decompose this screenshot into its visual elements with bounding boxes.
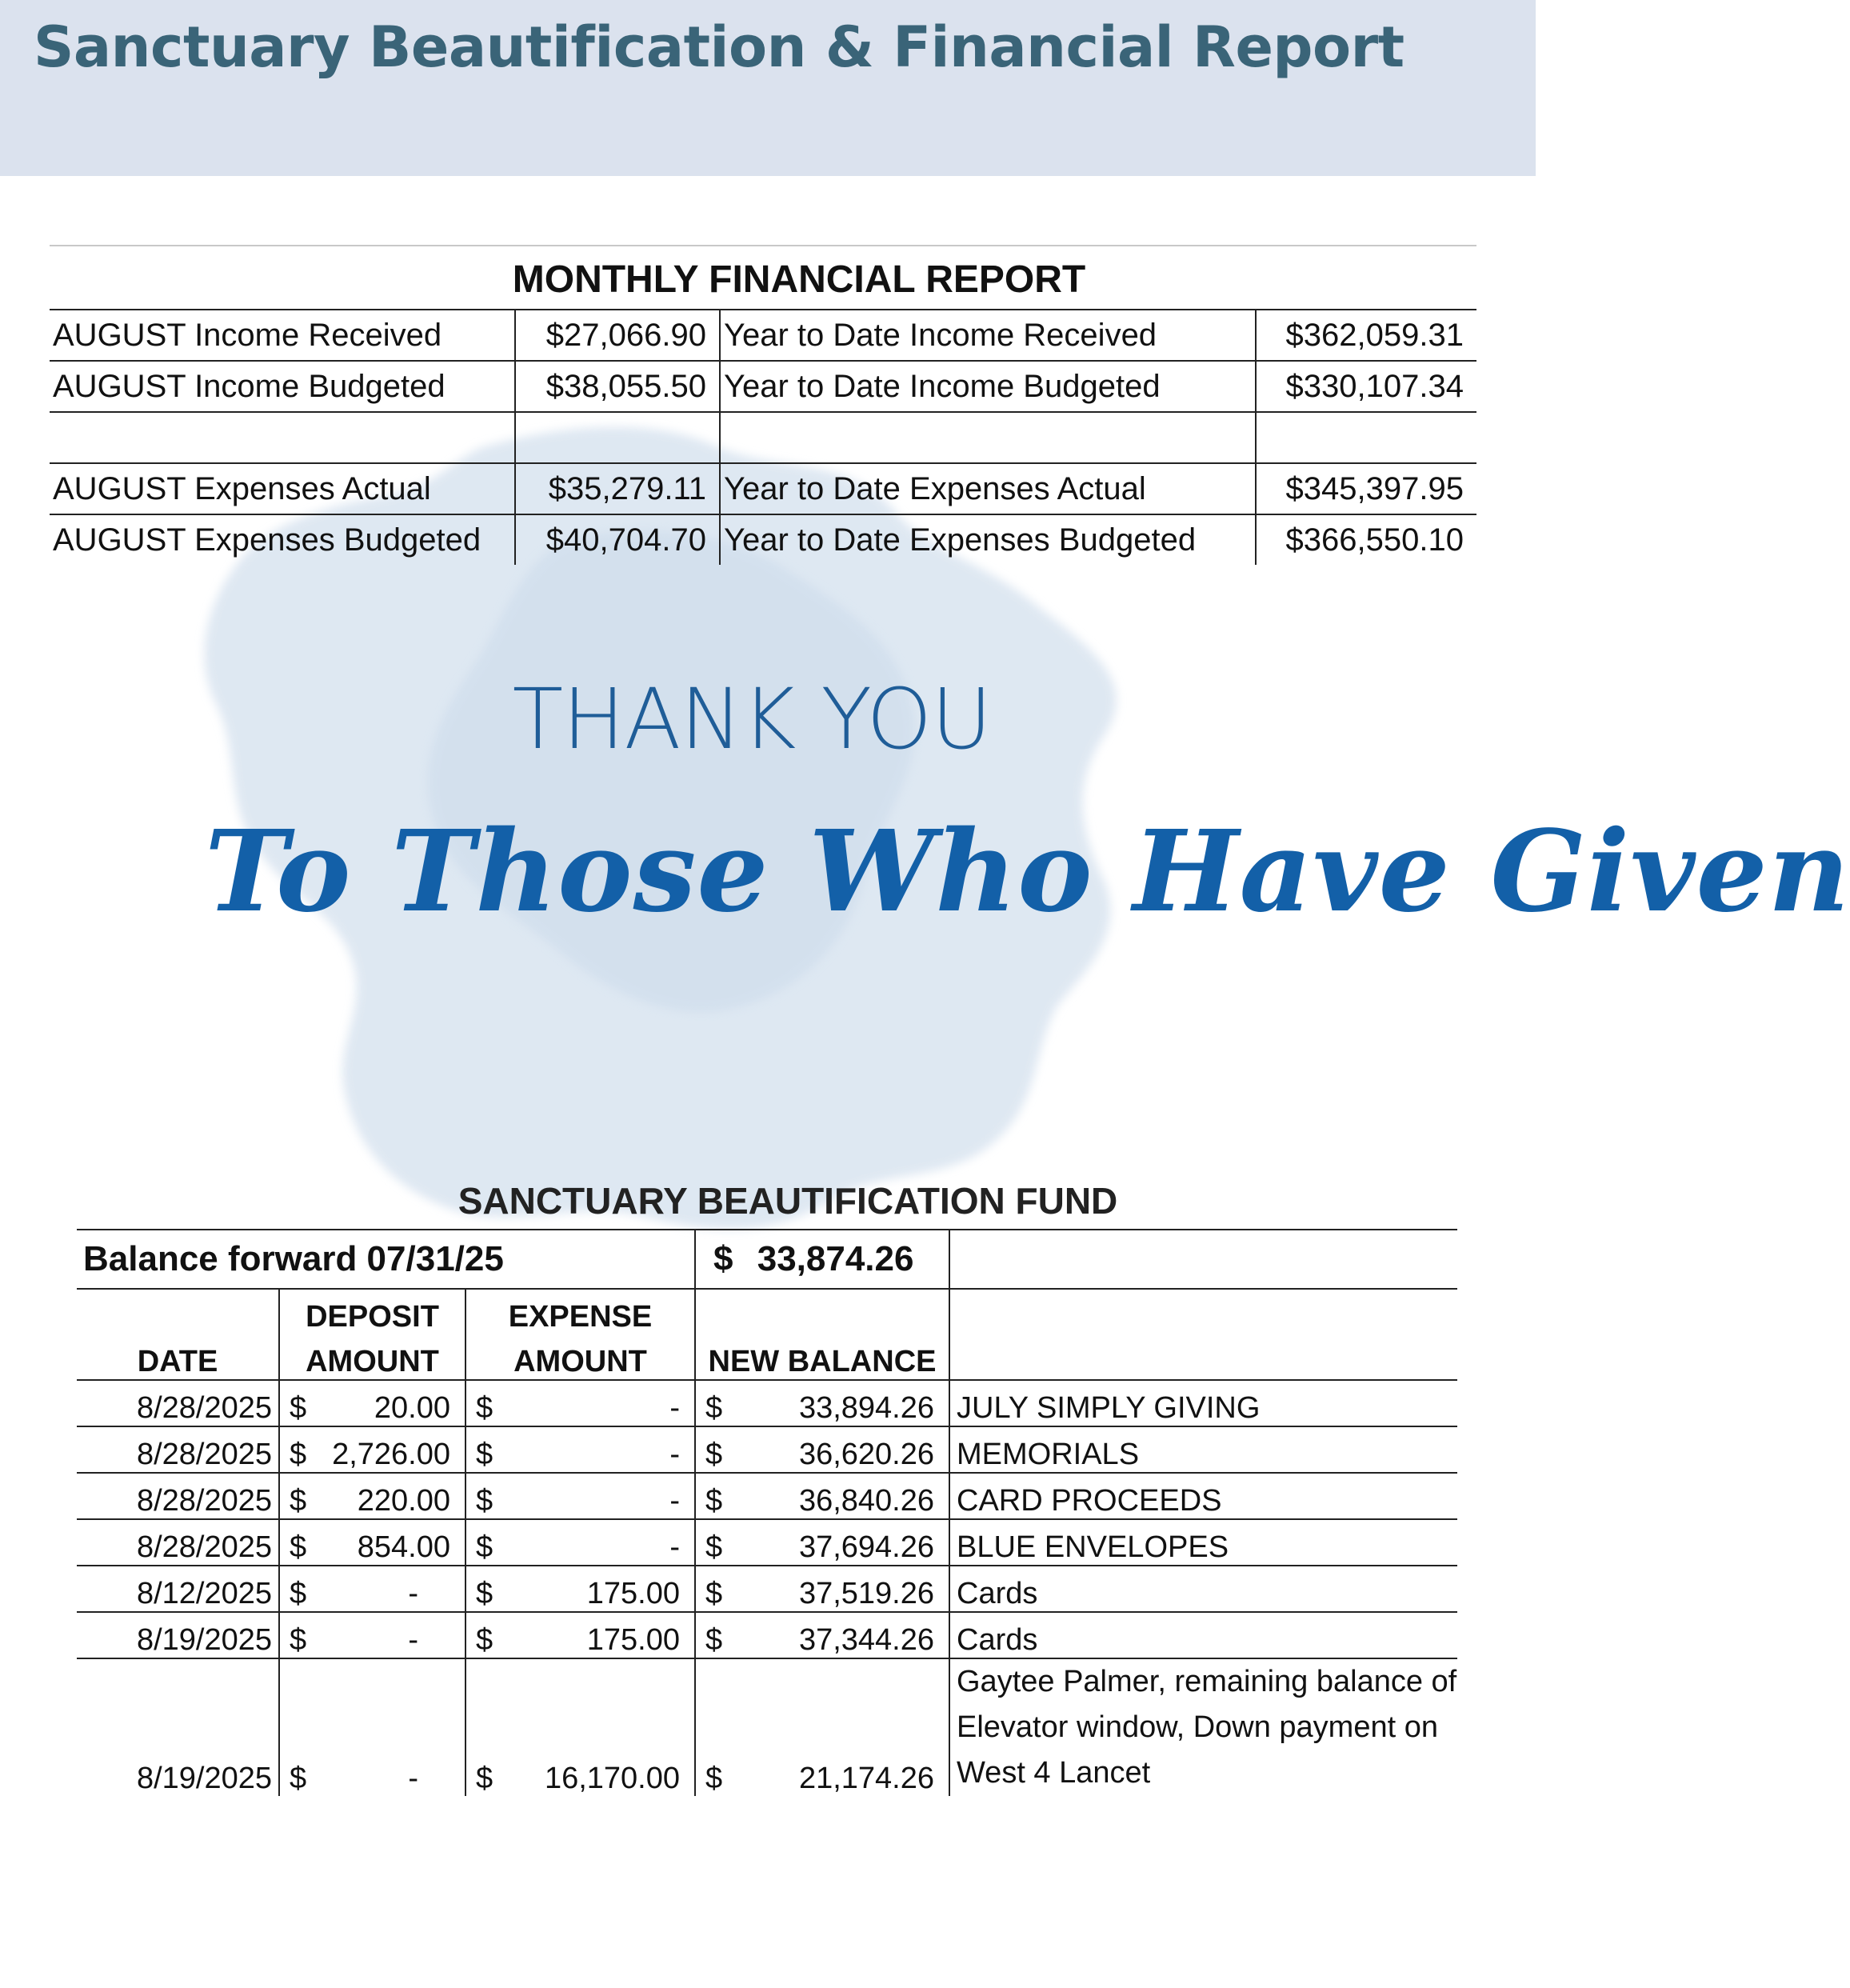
row-label: AUGUST Income Budgeted: [50, 361, 515, 412]
row-label: AUGUST Expenses Budgeted: [50, 514, 515, 565]
beautification-fund-table: [77, 1229, 1457, 1796]
header-row-1: [77, 1289, 1457, 1334]
empty-cell: [77, 1289, 279, 1334]
row-date: 8/19/2025: [77, 1612, 279, 1658]
deposit-amount: 20.00: [374, 1391, 450, 1425]
table-row-empty: [50, 412, 1476, 463]
currency-symbol: $: [705, 1623, 723, 1657]
header-row-2: [77, 1334, 1457, 1380]
row-date: 8/28/2025: [77, 1519, 279, 1566]
row-ytd-value: [1256, 412, 1476, 463]
balance-forward-row: [77, 1230, 1457, 1289]
deposit-amount: -: [408, 1577, 418, 1610]
monthly-report-table: [50, 309, 1476, 565]
currency-symbol: $: [290, 1530, 307, 1564]
currency-symbol: $: [290, 1438, 307, 1471]
currency-symbol: $: [290, 1577, 307, 1610]
deposit-amount: 220.00: [357, 1484, 450, 1518]
page-title: Sanctuary Beautification & Financial Report: [34, 14, 1404, 80]
row-ytd-label: Year to Date Income Budgeted: [720, 361, 1256, 412]
row-description: MEMORIALS: [949, 1426, 1457, 1473]
row-ytd-label: Year to Date Income Received: [720, 310, 1256, 361]
deposit-amount: 2,726.00: [332, 1438, 450, 1471]
currency-symbol: $: [705, 1438, 723, 1471]
currency-symbol: $: [290, 1762, 307, 1795]
thank-you-heading: THANK YOU: [512, 670, 992, 768]
deposit-amount: 854.00: [357, 1530, 450, 1564]
deposit-amount-header: AMOUNT: [279, 1334, 465, 1380]
new-balance: 37,694.26: [798, 1530, 934, 1564]
balance-forward-value: 33,874.26: [757, 1239, 914, 1278]
row-value: $35,279.11: [515, 463, 720, 514]
currency-symbol: $: [713, 1239, 733, 1278]
row-ytd-label: [720, 412, 1256, 463]
currency-symbol: $: [705, 1530, 723, 1564]
row-description: CARD PROCEEDS: [949, 1473, 1457, 1519]
row-description: Cards: [949, 1612, 1457, 1658]
row-value: $38,055.50: [515, 361, 720, 412]
table-row: [50, 514, 1476, 565]
table-row: [50, 361, 1476, 412]
row-ytd-value: $366,550.10: [1256, 514, 1476, 565]
deposit-amount: -: [408, 1623, 418, 1657]
monthly-financial-report: [50, 245, 1476, 565]
row-date: 8/28/2025: [77, 1380, 279, 1426]
row-description: JULY SIMPLY GIVING: [949, 1380, 1457, 1426]
expense-amount: -: [669, 1438, 680, 1471]
date-header: DATE: [137, 1345, 218, 1378]
row-label: AUGUST Income Received: [50, 310, 515, 361]
row-description: Cards: [949, 1566, 1457, 1612]
row-date: 8/19/2025: [77, 1658, 279, 1796]
new-balance: 36,840.26: [798, 1484, 934, 1518]
expense-amount: 175.00: [586, 1623, 680, 1657]
row-date: 8/12/2025: [77, 1566, 279, 1612]
row-ytd-value: $345,397.95: [1256, 463, 1476, 514]
expense-amount: -: [669, 1391, 680, 1425]
table-row: [77, 1566, 1457, 1612]
table-row: [50, 310, 1476, 361]
expense-amount-header: AMOUNT: [465, 1334, 695, 1380]
new-balance: 37,344.26: [798, 1623, 934, 1657]
row-value: $27,066.90: [515, 310, 720, 361]
row-value: [515, 412, 720, 463]
thank-you-script-line: To Those Who Have Given: [205, 806, 1850, 938]
new-balance: 33,894.26: [798, 1391, 934, 1425]
currency-symbol: $: [705, 1484, 723, 1518]
new-balance: 37,519.26: [798, 1577, 934, 1610]
expense-amount: 16,170.00: [544, 1762, 680, 1795]
empty-cell: [695, 1289, 949, 1334]
currency-symbol: $: [705, 1762, 723, 1795]
fund-title: SANCTUARY BEAUTIFICATION FUND: [458, 1180, 1118, 1222]
table-row: [50, 463, 1476, 514]
table-row: [77, 1426, 1457, 1473]
row-ytd-value: $362,059.31: [1256, 310, 1476, 361]
currency-symbol: $: [705, 1577, 723, 1610]
table-row: [77, 1612, 1457, 1658]
currency-symbol: $: [476, 1623, 493, 1657]
currency-symbol: $: [476, 1391, 493, 1425]
row-value: $40,704.70: [515, 514, 720, 565]
new-balance: 21,174.26: [798, 1762, 934, 1795]
currency-symbol: $: [476, 1438, 493, 1471]
table-row: [77, 1380, 1457, 1426]
table-row: [77, 1519, 1457, 1566]
currency-symbol: $: [476, 1762, 493, 1795]
row-description: BLUE ENVELOPES: [949, 1519, 1457, 1566]
new-balance-header: NEW BALANCE: [695, 1334, 949, 1380]
deposit-header: DEPOSIT: [279, 1289, 465, 1334]
deposit-amount: -: [408, 1762, 418, 1795]
row-ytd-label: Year to Date Expenses Budgeted: [720, 514, 1256, 565]
currency-symbol: $: [290, 1484, 307, 1518]
row-date: 8/28/2025: [77, 1473, 279, 1519]
row-description: Gaytee Palmer, remaining balance of Elevator window, Down payment on West 4 Lancet: [949, 1658, 1457, 1796]
currency-symbol: $: [290, 1623, 307, 1657]
row-ytd-label: Year to Date Expenses Actual: [720, 463, 1256, 514]
expense-header: EXPENSE: [465, 1289, 695, 1334]
empty-cell: [949, 1334, 1457, 1380]
currency-symbol: $: [705, 1391, 723, 1425]
row-date: 8/28/2025: [77, 1426, 279, 1473]
row-label: [50, 412, 515, 463]
balance-forward-amount: [695, 1230, 949, 1289]
row-label: AUGUST Expenses Actual: [50, 463, 515, 514]
balance-forward-label: Balance forward 07/31/25: [77, 1230, 695, 1289]
expense-amount: 175.00: [586, 1577, 680, 1610]
expense-amount: -: [669, 1530, 680, 1564]
empty-cell: [949, 1289, 1457, 1334]
new-balance: 36,620.26: [798, 1438, 934, 1471]
table-row: [77, 1473, 1457, 1519]
empty-cell: [949, 1230, 1457, 1289]
currency-symbol: $: [290, 1391, 307, 1425]
currency-symbol: $: [476, 1530, 493, 1564]
table-row: [77, 1658, 1457, 1796]
expense-amount: -: [669, 1484, 680, 1518]
currency-symbol: $: [476, 1484, 493, 1518]
monthly-report-title: MONTHLY FINANCIAL REPORT: [512, 258, 1086, 301]
currency-symbol: $: [476, 1577, 493, 1610]
row-ytd-value: $330,107.34: [1256, 361, 1476, 412]
